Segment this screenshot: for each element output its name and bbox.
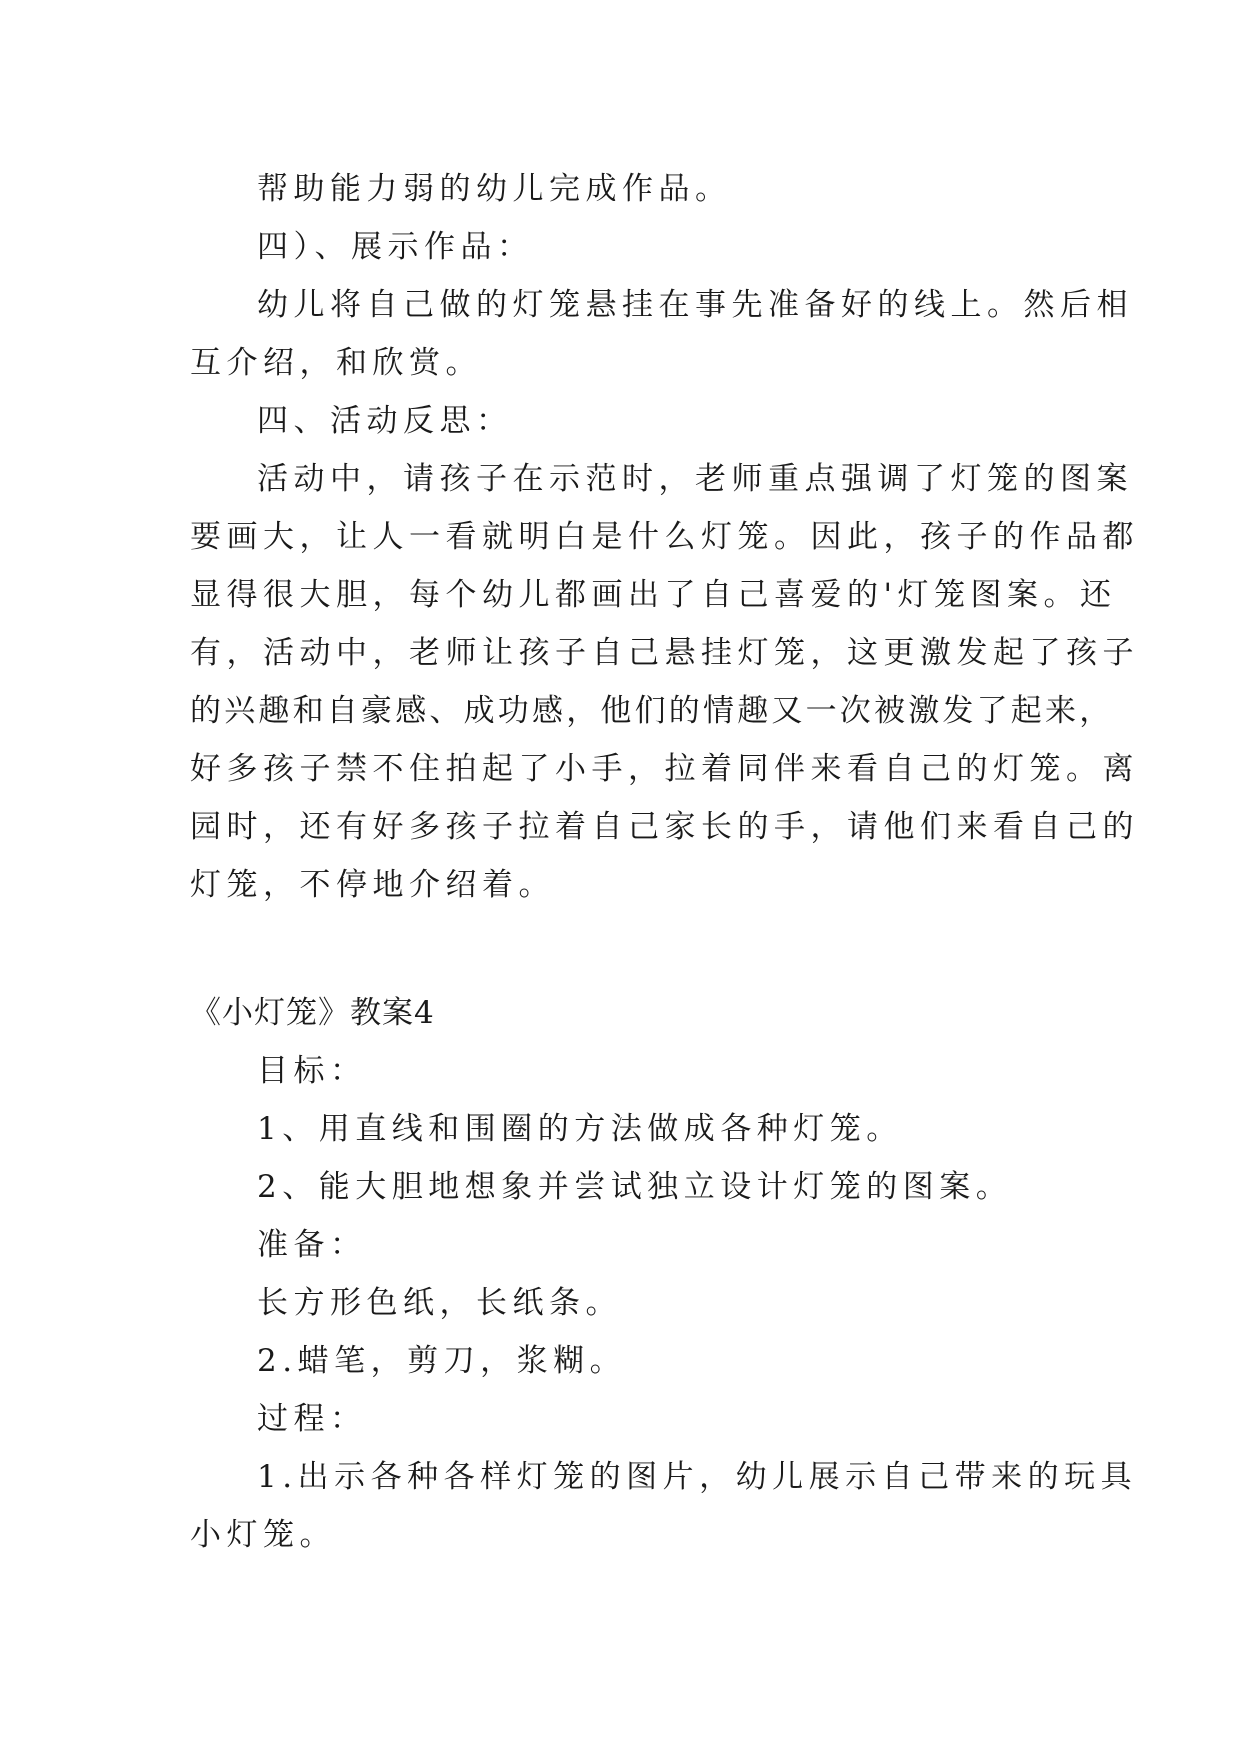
paragraph-line: 幼儿将自己做的灯笼悬挂在事先准备好的线上。然后相 [257, 287, 1133, 323]
paragraph-line: 有，活动中，老师让孩子自己悬挂灯笼，这更激发起了孩子 [190, 635, 1139, 671]
paragraph-line: 园时，还有好多孩子拉着自己家长的手，请他们来看自己的 [190, 809, 1139, 845]
list-item: 1、用直线和围圈的方法做成各种灯笼。 [257, 1111, 903, 1147]
paragraph-line: 互介绍，和欣赏。 [190, 345, 482, 381]
paragraph-line: 灯笼，不停地介绍着。 [190, 867, 555, 903]
list-item: 2.蜡笔，剪刀，浆糊。 [257, 1343, 627, 1379]
section-heading: 准备： [257, 1227, 367, 1263]
paragraph-line: 的兴趣和自豪感、成功感，他们的情趣又一次被激发了起来， [190, 693, 1114, 729]
paragraph-line: 显得很大胆，每个幼儿都画出了自己喜爱的'灯笼图案。还 [190, 577, 1117, 613]
paragraph-line: 要画大，让人一看就明白是什么灯笼。因此，孩子的作品都 [190, 519, 1139, 555]
paragraph-line: 小灯笼。 [190, 1517, 336, 1553]
list-item: 2、能大胆地想象并尝试独立设计灯笼的图案。 [257, 1169, 1013, 1205]
list-item: 1.出示各种各样灯笼的图片，幼儿展示自己带来的玩具 [257, 1459, 1138, 1495]
section-gap [190, 914, 1050, 984]
paragraph-line: 好多孩子禁不住拍起了小手，拉着同伴来看自己的灯笼。离 [190, 751, 1139, 787]
section-heading: 四）、展示作品： [257, 229, 534, 265]
paragraph-line: 帮助能力弱的幼儿完成作品。 [257, 171, 732, 207]
document-title: 《小灯笼》教案4 [190, 995, 435, 1031]
section-heading: 四、活动反思： [257, 403, 513, 439]
document-page [190, 160, 1139, 1564]
section-heading: 过程： [257, 1401, 367, 1437]
paragraph-line: 活动中，请孩子在示范时，老师重点强调了灯笼的图案 [257, 461, 1133, 497]
section-heading: 目标： [257, 1053, 367, 1089]
list-item: 长方形色纸，长纸条。 [257, 1285, 622, 1321]
